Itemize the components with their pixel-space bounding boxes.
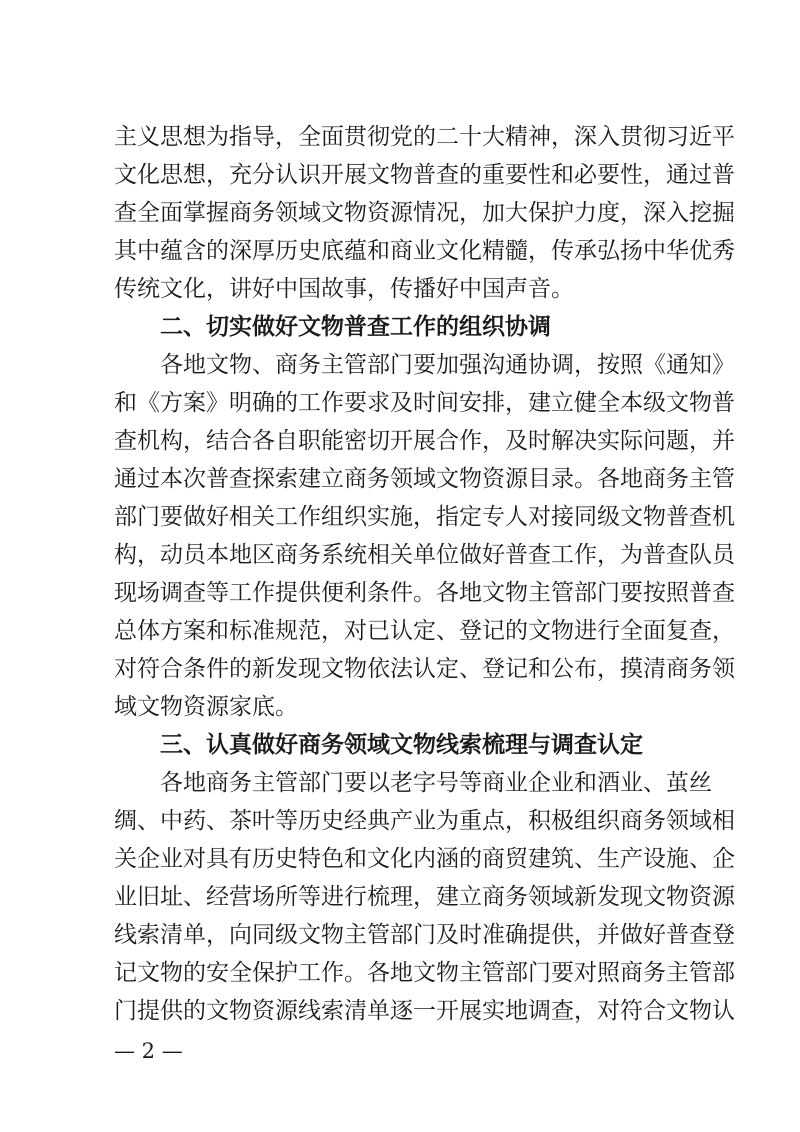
body-text-line: 各地文物、商务主管部门要加强沟通协调，按照《通知》 [160, 352, 735, 378]
section-heading: 三、认真做好商务领域文物线索梳理与调查认定 [160, 732, 643, 758]
body-text-line: 各地商务主管部门要以老字号等商业企业和酒业、茧丝 [160, 770, 712, 796]
body-text-line: 其中蕴含的深厚历史底蕴和商业文化精髓，传承弘扬中华优秀 [114, 238, 735, 264]
body-text-line: 绸、中药、茶叶等历史经典产业为重点，积极组织商务领域相 [114, 808, 735, 834]
body-text-line: 记文物的安全保护工作。各地文物主管部门要对照商务主管部 [114, 960, 735, 986]
body-text-line: 总体方案和标准规范，对已认定、登记的文物进行全面复查， [114, 618, 735, 644]
body-text-line: 构，动员本地区商务系统相关单位做好普查工作，为普查队员 [114, 542, 735, 568]
body-text-line: 文化思想，充分认识开展文物普查的重要性和必要性，通过普 [114, 162, 735, 188]
body-text-line: 业旧址、经营场所等进行梳理，建立商务领域新发现文物资源 [114, 884, 735, 910]
body-text-line: 域文物资源家底。 [114, 694, 298, 720]
body-text-line: 传统文化，讲好中国故事，传播好中国声音。 [114, 276, 574, 302]
body-text-line: 主义思想为指导，全面贯彻党的二十大精神，深入贯彻习近平 [114, 124, 735, 150]
body-text-line: 部门要做好相关工作组织实施，指定专人对接同级文物普查机 [114, 504, 735, 530]
body-text-line: 对符合条件的新发现文物依法认定、登记和公布，摸清商务领 [114, 656, 735, 682]
body-text-line: 门提供的文物资源线索清单逐一开展实地调查，对符合文物认 [114, 998, 735, 1024]
body-text-line: 查全面掌握商务领域文物资源情况，加大保护力度，深入挖掘 [114, 200, 735, 226]
body-text-line: 现场调查等工作提供便利条件。各地文物主管部门要按照普查 [114, 580, 735, 606]
body-text-line: 查机构，结合各自职能密切开展合作，及时解决实际问题，并 [114, 428, 735, 454]
section-heading: 二、切实做好文物普查工作的组织协调 [160, 314, 551, 340]
body-text-line: 和《方案》明确的工作要求及时间安排，建立健全本级文物普 [114, 390, 735, 416]
body-text-line: 通过本次普查探索建立商务领域文物资源目录。各地商务主管 [114, 466, 735, 492]
page-number: — 2 — [114, 1039, 183, 1063]
body-text-line: 线索清单，向同级文物主管部门及时准确提供，并做好普查登 [114, 922, 735, 948]
body-text-line: 关企业对具有历史特色和文化内涵的商贸建筑、生产设施、企 [114, 846, 735, 872]
